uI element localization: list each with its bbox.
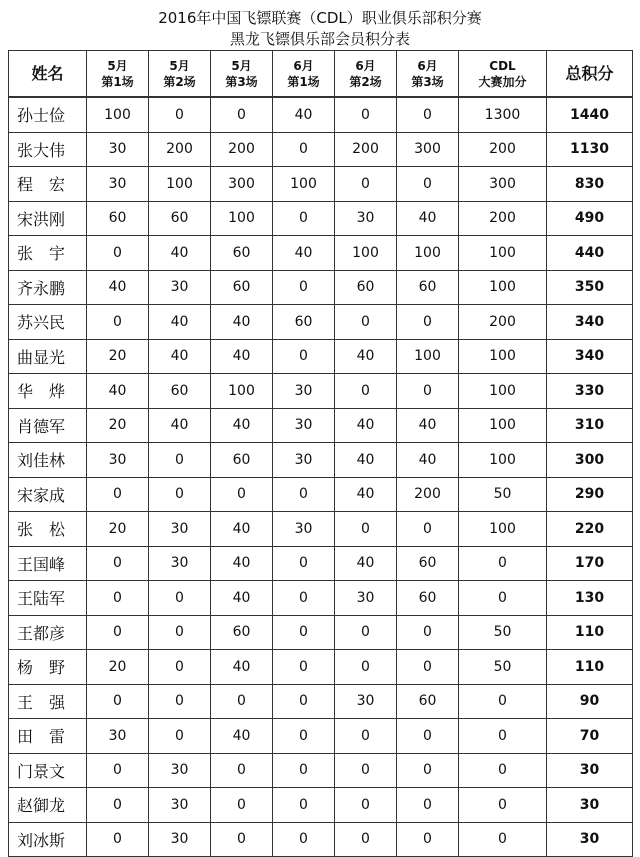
member-name: 华 烨 bbox=[9, 374, 87, 409]
score-cell: 60 bbox=[211, 443, 273, 478]
score-cell: 0 bbox=[397, 97, 459, 132]
member-name: 肖德军 bbox=[9, 408, 87, 443]
member-name: 苏兴民 bbox=[9, 305, 87, 340]
score-cell: 0 bbox=[273, 615, 335, 650]
table-row bbox=[9, 719, 633, 754]
score-cell: 0 bbox=[273, 650, 335, 685]
score-cell: 30 bbox=[273, 512, 335, 547]
score-cell: 30 bbox=[87, 443, 149, 478]
table-row bbox=[9, 512, 633, 547]
score-cell: 60 bbox=[211, 236, 273, 271]
score-cell: 50 bbox=[459, 615, 547, 650]
score-cell: 60 bbox=[149, 201, 211, 236]
score-cell: 0 bbox=[87, 477, 149, 512]
member-name: 宋家成 bbox=[9, 477, 87, 512]
score-cell: 40 bbox=[397, 443, 459, 478]
table-row bbox=[9, 684, 633, 719]
member-name: 田 雷 bbox=[9, 719, 87, 754]
score-cell: 30 bbox=[149, 546, 211, 581]
score-cell: 0 bbox=[87, 615, 149, 650]
score-cell: 0 bbox=[335, 822, 397, 857]
score-cell: 300 bbox=[211, 167, 273, 202]
score-cell: 40 bbox=[335, 339, 397, 374]
score-cell: 50 bbox=[459, 477, 547, 512]
score-cell: 0 bbox=[459, 753, 547, 788]
table-row bbox=[9, 477, 633, 512]
total-score: 170 bbox=[547, 546, 633, 581]
score-cell: 40 bbox=[211, 305, 273, 340]
score-cell: 0 bbox=[149, 650, 211, 685]
table-row bbox=[9, 339, 633, 374]
total-score: 830 bbox=[547, 167, 633, 202]
score-cell: 30 bbox=[273, 443, 335, 478]
score-cell: 20 bbox=[87, 339, 149, 374]
member-name: 宋洪刚 bbox=[9, 201, 87, 236]
score-cell: 0 bbox=[87, 581, 149, 616]
score-cell: 300 bbox=[397, 132, 459, 167]
score-cell: 40 bbox=[273, 97, 335, 132]
score-cell: 0 bbox=[335, 615, 397, 650]
score-cell: 100 bbox=[397, 236, 459, 271]
score-cell: 60 bbox=[397, 581, 459, 616]
total-score: 1440 bbox=[547, 97, 633, 132]
score-cell: 40 bbox=[149, 236, 211, 271]
score-cell: 60 bbox=[335, 270, 397, 305]
score-cell: 0 bbox=[211, 477, 273, 512]
score-cell: 0 bbox=[149, 477, 211, 512]
total-score: 350 bbox=[547, 270, 633, 305]
score-cell: 30 bbox=[335, 684, 397, 719]
score-cell: 0 bbox=[397, 719, 459, 754]
score-cell: 0 bbox=[211, 97, 273, 132]
score-cell: 0 bbox=[273, 546, 335, 581]
score-cell: 50 bbox=[459, 650, 547, 685]
score-cell: 0 bbox=[273, 201, 335, 236]
score-cell: 30 bbox=[149, 270, 211, 305]
total-score: 440 bbox=[547, 236, 633, 271]
score-cell: 20 bbox=[87, 512, 149, 547]
score-cell: 0 bbox=[459, 684, 547, 719]
total-score: 310 bbox=[547, 408, 633, 443]
score-cell: 0 bbox=[211, 753, 273, 788]
total-score: 30 bbox=[547, 788, 633, 823]
score-cell: 0 bbox=[87, 305, 149, 340]
score-cell: 200 bbox=[459, 305, 547, 340]
score-cell: 0 bbox=[397, 167, 459, 202]
score-cell: 100 bbox=[149, 167, 211, 202]
header-jun-2: 6月 第2场 bbox=[335, 51, 397, 98]
total-score: 330 bbox=[547, 374, 633, 409]
score-cell: 100 bbox=[459, 339, 547, 374]
score-cell: 0 bbox=[397, 650, 459, 685]
table-row bbox=[9, 650, 633, 685]
score-cell: 40 bbox=[273, 236, 335, 271]
score-cell: 200 bbox=[149, 132, 211, 167]
score-cell: 200 bbox=[459, 132, 547, 167]
score-cell: 0 bbox=[397, 615, 459, 650]
score-cell: 40 bbox=[149, 305, 211, 340]
score-cell: 0 bbox=[335, 753, 397, 788]
member-name: 杨 野 bbox=[9, 650, 87, 685]
score-cell: 100 bbox=[459, 236, 547, 271]
score-cell: 40 bbox=[397, 408, 459, 443]
score-cell: 0 bbox=[459, 788, 547, 823]
score-cell: 0 bbox=[459, 546, 547, 581]
score-cell: 0 bbox=[335, 788, 397, 823]
score-cell: 200 bbox=[397, 477, 459, 512]
member-name: 程 宏 bbox=[9, 167, 87, 202]
header-cdl-bonus: CDL 大赛加分 bbox=[459, 51, 547, 98]
score-cell: 0 bbox=[273, 477, 335, 512]
total-score: 130 bbox=[547, 581, 633, 616]
total-score: 490 bbox=[547, 201, 633, 236]
member-name: 张 宇 bbox=[9, 236, 87, 271]
member-name: 孙士俭 bbox=[9, 97, 87, 132]
score-cell: 100 bbox=[459, 443, 547, 478]
member-name: 王陆军 bbox=[9, 581, 87, 616]
score-cell: 0 bbox=[335, 650, 397, 685]
total-score: 110 bbox=[547, 615, 633, 650]
score-cell: 40 bbox=[211, 512, 273, 547]
score-cell: 30 bbox=[87, 167, 149, 202]
score-cell: 40 bbox=[149, 339, 211, 374]
score-cell: 100 bbox=[459, 512, 547, 547]
header-row bbox=[9, 51, 633, 98]
score-cell: 30 bbox=[335, 581, 397, 616]
header-jun-3: 6月 第3场 bbox=[397, 51, 459, 98]
score-cell: 300 bbox=[459, 167, 547, 202]
score-cell: 0 bbox=[87, 822, 149, 857]
score-cell: 0 bbox=[459, 719, 547, 754]
score-cell: 30 bbox=[149, 822, 211, 857]
table-row bbox=[9, 201, 633, 236]
score-cell: 40 bbox=[211, 339, 273, 374]
header-jun-1: 6月 第1场 bbox=[273, 51, 335, 98]
score-cell: 0 bbox=[87, 753, 149, 788]
score-cell: 0 bbox=[149, 684, 211, 719]
score-cell: 100 bbox=[459, 270, 547, 305]
score-cell: 30 bbox=[149, 753, 211, 788]
score-cell: 60 bbox=[211, 270, 273, 305]
member-name: 赵御龙 bbox=[9, 788, 87, 823]
score-cell: 0 bbox=[273, 788, 335, 823]
score-cell: 30 bbox=[149, 512, 211, 547]
total-score: 340 bbox=[547, 305, 633, 340]
score-cell: 100 bbox=[273, 167, 335, 202]
score-cell: 30 bbox=[87, 719, 149, 754]
score-cell: 0 bbox=[335, 305, 397, 340]
document-title: 2016年中国飞镖联赛（CDL）职业俱乐部积分赛 bbox=[158, 9, 482, 27]
total-score: 70 bbox=[547, 719, 633, 754]
header-name: 姓名 bbox=[9, 51, 87, 98]
table-row bbox=[9, 615, 633, 650]
score-cell: 0 bbox=[149, 615, 211, 650]
score-cell: 40 bbox=[87, 374, 149, 409]
score-cell: 0 bbox=[335, 512, 397, 547]
score-cell: 100 bbox=[459, 374, 547, 409]
score-cell: 30 bbox=[87, 132, 149, 167]
score-cell: 40 bbox=[211, 719, 273, 754]
score-cell: 0 bbox=[273, 132, 335, 167]
table-row bbox=[9, 236, 633, 271]
total-score: 30 bbox=[547, 822, 633, 857]
total-score: 30 bbox=[547, 753, 633, 788]
score-cell: 100 bbox=[211, 374, 273, 409]
member-name: 刘冰斯 bbox=[9, 822, 87, 857]
score-cell: 0 bbox=[273, 339, 335, 374]
score-cell: 30 bbox=[335, 201, 397, 236]
score-cell: 0 bbox=[149, 443, 211, 478]
score-cell: 0 bbox=[87, 684, 149, 719]
score-cell: 40 bbox=[335, 546, 397, 581]
total-score: 300 bbox=[547, 443, 633, 478]
score-cell: 0 bbox=[149, 581, 211, 616]
score-cell: 0 bbox=[273, 753, 335, 788]
score-cell: 0 bbox=[87, 546, 149, 581]
score-cell: 40 bbox=[397, 201, 459, 236]
score-cell: 0 bbox=[335, 167, 397, 202]
score-cell: 0 bbox=[397, 788, 459, 823]
score-cell: 0 bbox=[87, 236, 149, 271]
header-may-3: 5月 第3场 bbox=[211, 51, 273, 98]
member-name: 刘佳林 bbox=[9, 443, 87, 478]
table-row bbox=[9, 822, 633, 857]
score-cell: 60 bbox=[397, 546, 459, 581]
table-row bbox=[9, 408, 633, 443]
score-cell: 0 bbox=[335, 97, 397, 132]
score-cell: 40 bbox=[211, 408, 273, 443]
score-cell: 100 bbox=[397, 339, 459, 374]
score-cell: 40 bbox=[335, 408, 397, 443]
score-table bbox=[8, 50, 633, 857]
score-cell: 200 bbox=[211, 132, 273, 167]
score-cell: 0 bbox=[397, 822, 459, 857]
score-cell: 0 bbox=[211, 684, 273, 719]
score-cell: 0 bbox=[397, 305, 459, 340]
member-name: 曲显光 bbox=[9, 339, 87, 374]
member-name: 张大伟 bbox=[9, 132, 87, 167]
table-row bbox=[9, 374, 633, 409]
score-cell: 0 bbox=[397, 512, 459, 547]
total-score: 290 bbox=[547, 477, 633, 512]
table-row bbox=[9, 97, 633, 132]
score-cell: 0 bbox=[273, 270, 335, 305]
score-cell: 0 bbox=[87, 788, 149, 823]
score-cell: 40 bbox=[149, 408, 211, 443]
score-cell: 0 bbox=[273, 581, 335, 616]
member-name: 门景文 bbox=[9, 753, 87, 788]
score-cell: 20 bbox=[87, 408, 149, 443]
score-cell: 40 bbox=[335, 443, 397, 478]
total-score: 220 bbox=[547, 512, 633, 547]
total-score: 340 bbox=[547, 339, 633, 374]
score-cell: 40 bbox=[211, 581, 273, 616]
score-cell: 30 bbox=[273, 374, 335, 409]
table-row bbox=[9, 546, 633, 581]
score-cell: 0 bbox=[397, 753, 459, 788]
score-cell: 200 bbox=[335, 132, 397, 167]
score-cell: 30 bbox=[149, 788, 211, 823]
score-cell: 0 bbox=[335, 719, 397, 754]
member-name: 王国峰 bbox=[9, 546, 87, 581]
score-cell: 1300 bbox=[459, 97, 547, 132]
score-cell: 100 bbox=[459, 408, 547, 443]
score-cell: 0 bbox=[273, 719, 335, 754]
total-score: 1130 bbox=[547, 132, 633, 167]
header-total: 总积分 bbox=[547, 51, 633, 98]
score-cell: 20 bbox=[87, 650, 149, 685]
score-cell: 60 bbox=[149, 374, 211, 409]
score-cell: 100 bbox=[87, 97, 149, 132]
table-row bbox=[9, 581, 633, 616]
score-cell: 40 bbox=[211, 546, 273, 581]
score-cell: 30 bbox=[273, 408, 335, 443]
score-cell: 40 bbox=[211, 650, 273, 685]
member-name: 张 松 bbox=[9, 512, 87, 547]
header-may-2: 5月 第2场 bbox=[149, 51, 211, 98]
table-row bbox=[9, 132, 633, 167]
score-cell: 0 bbox=[459, 581, 547, 616]
score-cell: 100 bbox=[211, 201, 273, 236]
table-row bbox=[9, 305, 633, 340]
table-row bbox=[9, 270, 633, 305]
member-name: 齐永鹏 bbox=[9, 270, 87, 305]
header-may-1: 5月 第1场 bbox=[87, 51, 149, 98]
score-cell: 40 bbox=[87, 270, 149, 305]
score-cell: 60 bbox=[397, 684, 459, 719]
score-cell: 60 bbox=[211, 615, 273, 650]
table-row bbox=[9, 753, 633, 788]
table-row bbox=[9, 167, 633, 202]
score-cell: 0 bbox=[273, 822, 335, 857]
score-cell: 60 bbox=[397, 270, 459, 305]
score-cell: 100 bbox=[335, 236, 397, 271]
score-cell: 60 bbox=[273, 305, 335, 340]
member-name: 王 强 bbox=[9, 684, 87, 719]
score-cell: 0 bbox=[211, 822, 273, 857]
member-name: 王都彦 bbox=[9, 615, 87, 650]
score-cell: 0 bbox=[397, 374, 459, 409]
score-cell: 0 bbox=[273, 684, 335, 719]
score-cell: 0 bbox=[459, 822, 547, 857]
score-cell: 0 bbox=[149, 97, 211, 132]
table-row bbox=[9, 443, 633, 478]
score-cell: 0 bbox=[149, 719, 211, 754]
score-cell: 0 bbox=[335, 374, 397, 409]
score-cell: 40 bbox=[335, 477, 397, 512]
score-cell: 0 bbox=[211, 788, 273, 823]
total-score: 90 bbox=[547, 684, 633, 719]
score-cell: 200 bbox=[459, 201, 547, 236]
total-score: 110 bbox=[547, 650, 633, 685]
document-subtitle: 黑龙飞镖俱乐部会员积分表 bbox=[229, 30, 410, 48]
score-cell: 60 bbox=[87, 201, 149, 236]
